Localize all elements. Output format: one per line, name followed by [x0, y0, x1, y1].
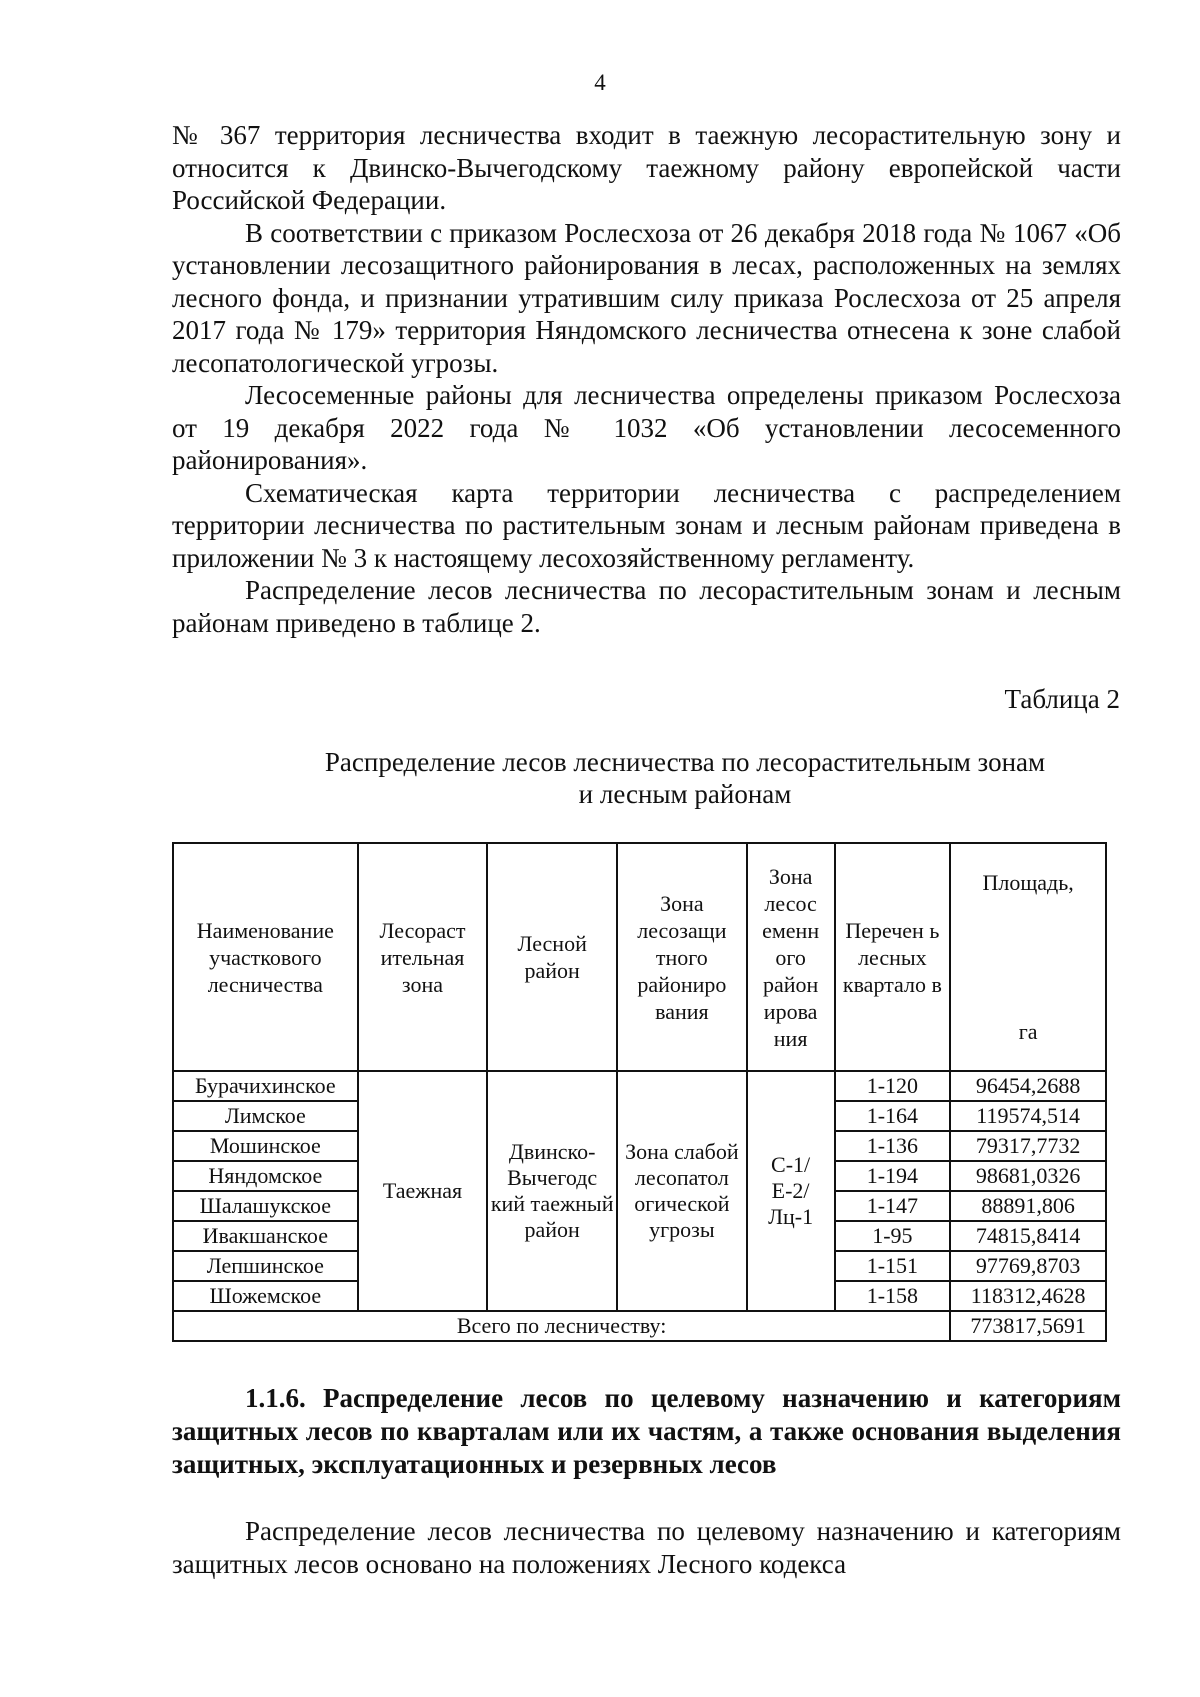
row-name: Лепшинское [173, 1251, 358, 1281]
row-area: 97769,8703 [950, 1251, 1106, 1281]
paragraph-zone-continuation: № 367 территория лесничества входит в таежную лесорастительную зону и относится к Двинско-Вычегодскому таежному району европейской части Российской Федерации. [172, 120, 1121, 215]
header-seed-zone: Зона лесос еменн ого район ирова ния [747, 843, 835, 1071]
row-quarters: 1-194 [835, 1161, 951, 1191]
row-name: Шалашукское [173, 1191, 358, 1221]
row-quarters: 1-147 [835, 1191, 951, 1221]
section-heading: 1.1.6. Распределение лесов по целевому назначению и категориям защитных лесов по кварталам или их частям, а также основания выделения защитных, эксплуатационных и резервных лесов [172, 1383, 1121, 1479]
header-district: Лесной район [487, 843, 617, 1071]
intro-text [172, 119, 1121, 639]
row-area: 88891,806 [950, 1191, 1106, 1221]
header-area [950, 843, 1106, 1071]
row-quarters: 1-120 [835, 1071, 951, 1101]
paragraph-seed-zoning: Лесосеменные районы для лесничества определены приказом Рослесхоза от 19 декабря 2022 года № 1032 «Об установлении лесосеменного районирования». [172, 380, 1121, 475]
row-quarters: 1-136 [835, 1131, 951, 1161]
row-quarters: 1-164 [835, 1101, 951, 1131]
forest-distribution-table [172, 842, 1107, 1342]
section-text [172, 1515, 1121, 1580]
header-area-unit: га [1018, 1019, 1038, 1044]
table-row [173, 1071, 1106, 1101]
row-area: 119574,514 [950, 1101, 1106, 1131]
row-name: Ивакшанское [173, 1221, 358, 1251]
row-area: 118312,4628 [950, 1281, 1106, 1311]
table-title-line-1: Распределение лесов лесничества по лесорастительным зонам [324, 747, 1046, 777]
row-name: Шожемское [173, 1281, 358, 1311]
merged-seed-zone: С-1/ Е-2/ Лц-1 [747, 1071, 835, 1311]
row-area: 79317,7732 [950, 1131, 1106, 1161]
merged-zone: Таежная [358, 1071, 488, 1311]
header-protection-zone: Зона лесозащи тного райониро вания [617, 843, 747, 1071]
paragraph-purpose-distribution: Распределение лесов лесничества по целевому назначению и категориям защитных лесов основано на положениях Лесного кодекса [172, 1516, 1121, 1579]
header-zone: Лесораст ительная зона [358, 843, 488, 1071]
header-area-label: Площадь, [982, 870, 1074, 895]
merged-district: Двинско-Вычегодс кий таежный район [487, 1071, 617, 1311]
row-area: 98681,0326 [950, 1161, 1106, 1191]
table-header-row [173, 843, 1106, 1071]
row-area: 74815,8414 [950, 1221, 1106, 1251]
table-label: Таблица 2 [1004, 684, 1120, 714]
paragraph-protection-zoning: В соответствии с приказом Рослесхоза от 26 декабря 2018 года № 1067 «Об установлении лесозащитного районирования в лесах, расположенных на землях лесного фонда, и признании утратившим силу приказа Рослесхоза от 25 апреля 2017 года № 179» территория Няндомского лесничества отнесена к зоне слабой лесопатологической угрозы. [172, 217, 1121, 378]
merged-protection-zone: Зона слабой лесопатол огической угрозы [617, 1071, 747, 1311]
row-area: 96454,2688 [950, 1071, 1106, 1101]
page-number: 4 [594, 70, 606, 95]
header-quarters: Перечен ь лесных квартало в [835, 843, 951, 1071]
row-name: Мошинское [173, 1131, 358, 1161]
total-label: Всего по лесничеству: [173, 1311, 950, 1341]
header-name: Наименование участкового лесничества [173, 843, 358, 1071]
row-name: Лимское [173, 1101, 358, 1131]
paragraph-map-reference: Схематическая карта территории лесничества с распределением территории лесничества по растительным зонам и лесным районам приведена в приложении № 3 к настоящему лесохозяйственному регламенту. [172, 477, 1121, 573]
row-quarters: 1-151 [835, 1251, 951, 1281]
row-quarters: 1-95 [835, 1221, 951, 1251]
row-quarters: 1-158 [835, 1281, 951, 1311]
table-total-row [173, 1311, 1106, 1341]
row-name: Бурачихинское [173, 1071, 358, 1101]
total-value: 773817,5691 [950, 1311, 1106, 1341]
paragraph-table-reference: Распределение лесов лесничества по лесорастительным зонам и лесным районам приведено в таблице 2. [172, 575, 1121, 638]
table-title-line-2: и лесным районам [578, 779, 792, 809]
table-title [260, 746, 1110, 810]
row-name: Няндомское [173, 1161, 358, 1191]
